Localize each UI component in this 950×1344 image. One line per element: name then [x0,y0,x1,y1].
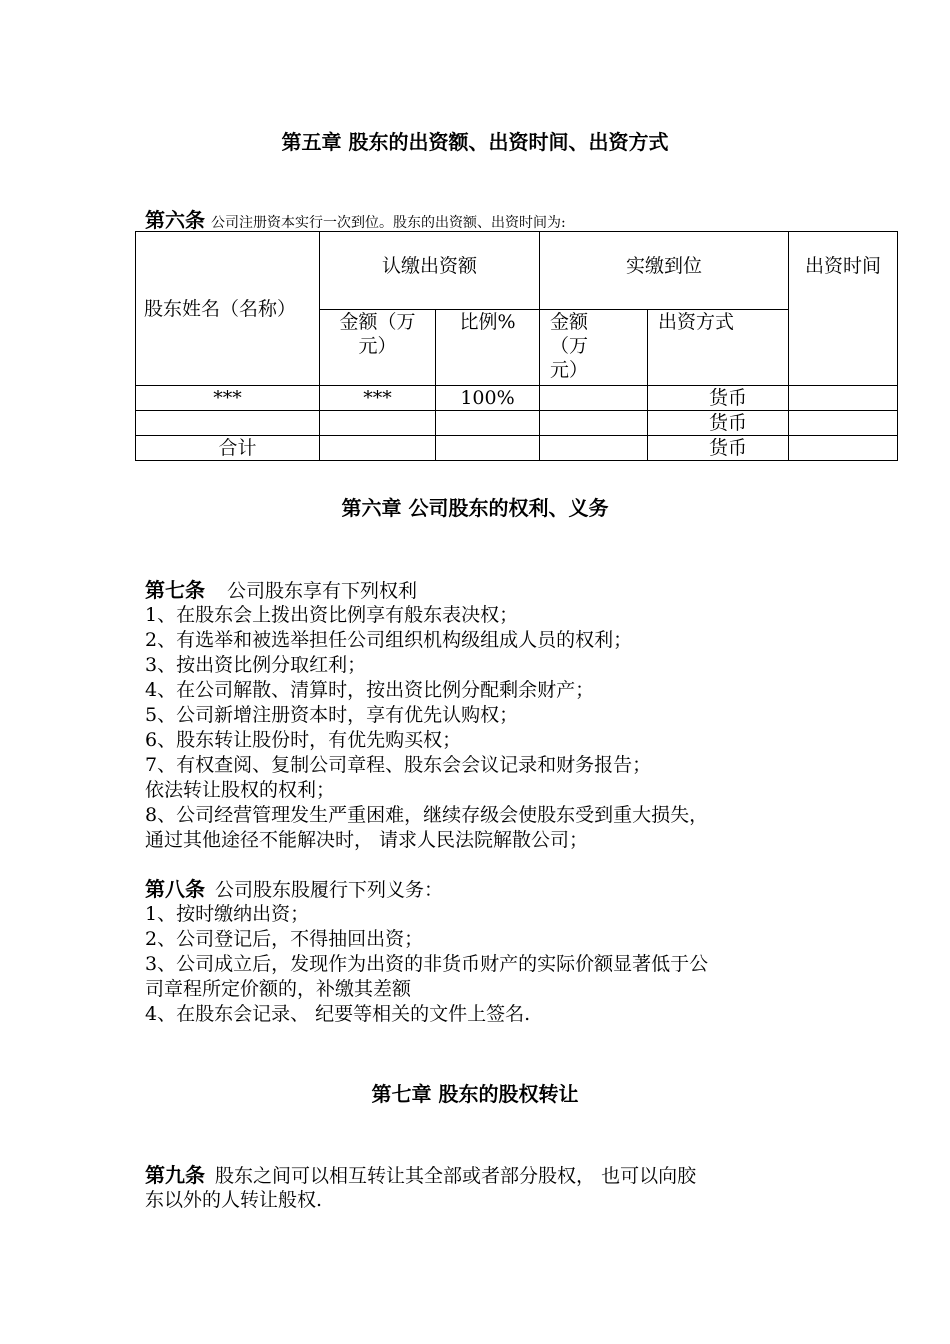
header-method: 出资方式 [648,310,789,386]
article-7-line: 8、公司经营管理发生严重困难，继续存级会使股东受到重大损失， [145,804,709,826]
article-7-line: 4、在公司解散、清算时，按出资比例分配剩余财产； [145,679,595,701]
cell-ratio [436,411,540,436]
header-subscribed: 认缴出资额 [320,232,540,310]
cell-amount: *** [320,386,436,411]
cell-paid-amount [540,386,648,411]
article-7-label: 第七条 [145,578,205,602]
article-6-text: 公司注册资本实行一次到位。股东的出资额、出资时间为: [211,215,566,231]
article-7-text: 公司股东享有下列权利 [227,580,418,602]
cell-method: 货币 [648,411,789,436]
cell-paid-amount [540,411,648,436]
article-8-heading [145,877,443,902]
cell-name [136,411,320,436]
table-row [136,411,898,436]
capital-contribution-table [135,231,898,461]
article-8-line: 2、公司登记后，不得抽回出资； [145,928,424,950]
cell-amount [320,436,436,461]
article-7-line: 通过其他途径不能解决时， 请求人民法院解散公司； [145,829,589,851]
cell-name: 合计 [136,436,320,461]
cell-paid-amount [540,436,648,461]
cell-amount [320,411,436,436]
article-9-line: 东以外的人转让般权. [145,1189,323,1211]
article-7-line: 7、有权查阅、复制公司章程、股东会会议记录和财务报告； [145,754,652,776]
article-7-heading [145,578,417,603]
article-8-text: 公司股东股履行下列义务： [215,879,444,901]
article-8-label: 第八条 [145,877,205,901]
article-8-line: 4、在股东会记录、 纪要等相关的文件上签名. [145,1003,531,1025]
article-9-label: 第九条 [145,1163,205,1187]
cell-name: *** [136,386,320,411]
chapter-6-title: 第六章 公司股东的权利、义务 [341,496,609,520]
article-9-line: 股东之间可以相互转让其全部或者部分股权， 也可以向胶 [215,1165,697,1187]
cell-method: 货币 [648,386,789,411]
cell-time [789,386,898,411]
chapter-7-title: 第七章 股东的股权转让 [371,1082,579,1106]
header-time: 出资时间 [789,232,898,386]
article-7-line: 5、公司新增注册资本时，享有优先认购权； [145,704,519,726]
cell-ratio [436,436,540,461]
article-6-label: 第六条 [145,208,205,232]
table-row [136,386,898,411]
article-7-line: 1、在股东会上拨出资比例享有般东表决权； [145,604,519,626]
article-9-heading [145,1163,696,1188]
header-ratio: 比例% [436,310,540,386]
article-7-line: 6、股东转让股份时，有优先购买权； [145,729,462,751]
header-amount: 金额（万元） [320,310,436,386]
header-paid-amount: 金额（万元） [540,310,648,386]
cell-time [789,436,898,461]
header-shareholder-name: 股东姓名（名称） [136,232,320,386]
article-7-line: 3、按出资比例分取红利； [145,654,367,676]
article-7-line: 依法转让股权的权利； [145,779,336,801]
article-8-line: 司章程所定价额的，补缴其差额 [145,978,412,1000]
article-7-line: 2、有选举和被选举担任公司组织机构级组成人员的权利； [145,629,633,651]
cell-method: 货币 [648,436,789,461]
chapter-5-title: 第五章 股东的出资额、出资时间、出资方式 [281,130,669,154]
cell-ratio: 100% [436,386,540,411]
table-row-total [136,436,898,461]
cell-time [789,411,898,436]
article-8-line: 1、按时缴纳出资； [145,903,310,925]
article-8-line: 3、公司成立后，发现作为出资的非货币财产的实际价额显著低于公 [145,953,709,975]
header-paid: 实缴到位 [540,232,789,310]
